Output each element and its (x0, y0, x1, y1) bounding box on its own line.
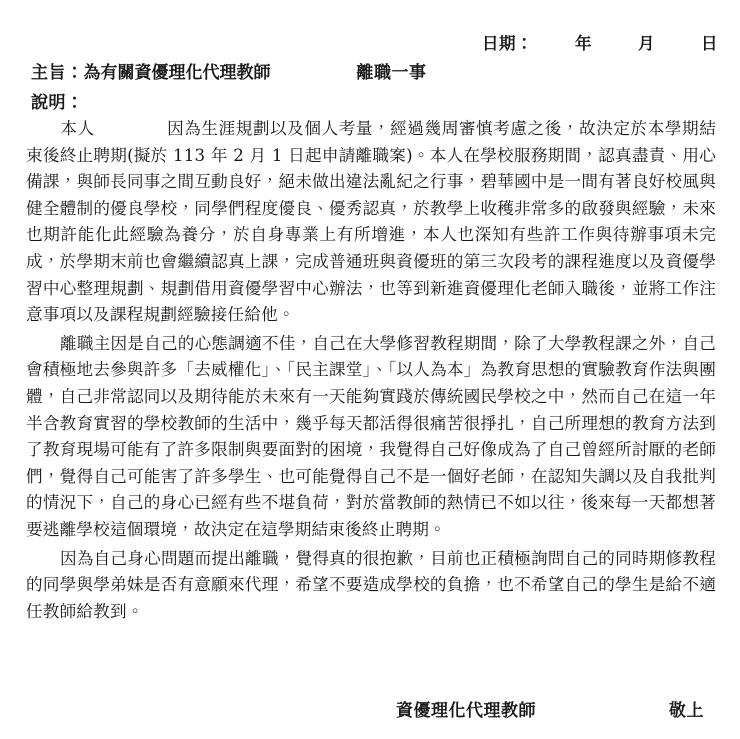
subject-lead-text: 為有關資優理化代理教師 (83, 63, 271, 83)
date-header (482, 30, 718, 54)
date-year-unit: 年 (575, 34, 592, 53)
subject-tail-text: 離職一事 (356, 63, 427, 83)
signature-closing: 敬上 (669, 701, 704, 721)
subject-label: 主旨： (31, 63, 84, 83)
paragraph-1-lead: 本人 (60, 119, 95, 138)
paragraph-3 (26, 546, 716, 626)
date-label: 日期： (482, 34, 533, 53)
date-month-unit: 月 (638, 34, 655, 53)
signature-line (0, 696, 740, 721)
paragraph-1 (26, 116, 716, 329)
signature-title: 資優理化代理教師 (396, 701, 536, 721)
paragraph-3-text: 因為自己身心問題而提出離職，覺得真的很抱歉，目前也正積極詢問自己的同時期修教程的同學與學弟妹是否有意願來代理，希望不要造成學校的負擔，也不希望自己的學生是給不適任教師給教到。 (26, 548, 716, 621)
date-day-unit: 日 (701, 34, 718, 53)
paragraph-1-text: 因為生涯規劃以及個人考量，經過幾周審慎考慮之後，故決定於本學期結束後終止聘期(擬於 113 年 2 月 1 日起申請離職案)。本人在學校服務期間，認真盡責、用心備課，與師長同事之間互動良好，絕未做出違法亂紀之行事，碧華國中是一間有著良好校風與健全體制的優良學校，同學們程度優良、優秀認真，於教學上收穫非常多的啟發與經驗，未來也期許能化此經驗為養分，於自身專業上有所增進，本人也深知有些許工作與待辦事項未完成，於學期末前也會繼續認真上課，完成普通班與資優班的第三次段考的課程進度以及資優學習中心整理規劃、規劃借用資優學習中心辦法，也等到新進資優理化老師入職後，並將工作注意事項以及課程規劃經驗接任給他。 (26, 119, 716, 325)
body-content (26, 116, 716, 627)
explanation-label: 說明： (31, 93, 84, 113)
paragraph-2 (26, 331, 716, 544)
paragraph-2-text: 離職主因是自己的心態調適不佳，自己在大學修習教程期間，除了大學教程課之外，自己會積極地去參與許多「去威權化」、「民主課堂」、「以人為本」為教育思想的實驗教育作法與團體，自己非常認同以及期待能於未來有一天能夠實踐於傳統國民學校之中，然而自己在這一年半含教育實習的學校教師的生活中，幾乎每天都活得很痛苦很掙扎，自己所理想的教育方法到了教育現場可能有了許多限制與要面對的困境，我覺得自己好像成為了自己曾經所討厭的老師們，覺得自己可能害了許多學生、也可能覺得自己不是一個好老師，在認知失調以及自我批判的情況下，自己的身心已經有些不堪負荷，對於當教師的熱情已不如以往，後來每一天都想著要逃離學校這個環境，故決定在這學期結束後終止聘期。 (26, 333, 716, 539)
subject-line (31, 58, 427, 83)
